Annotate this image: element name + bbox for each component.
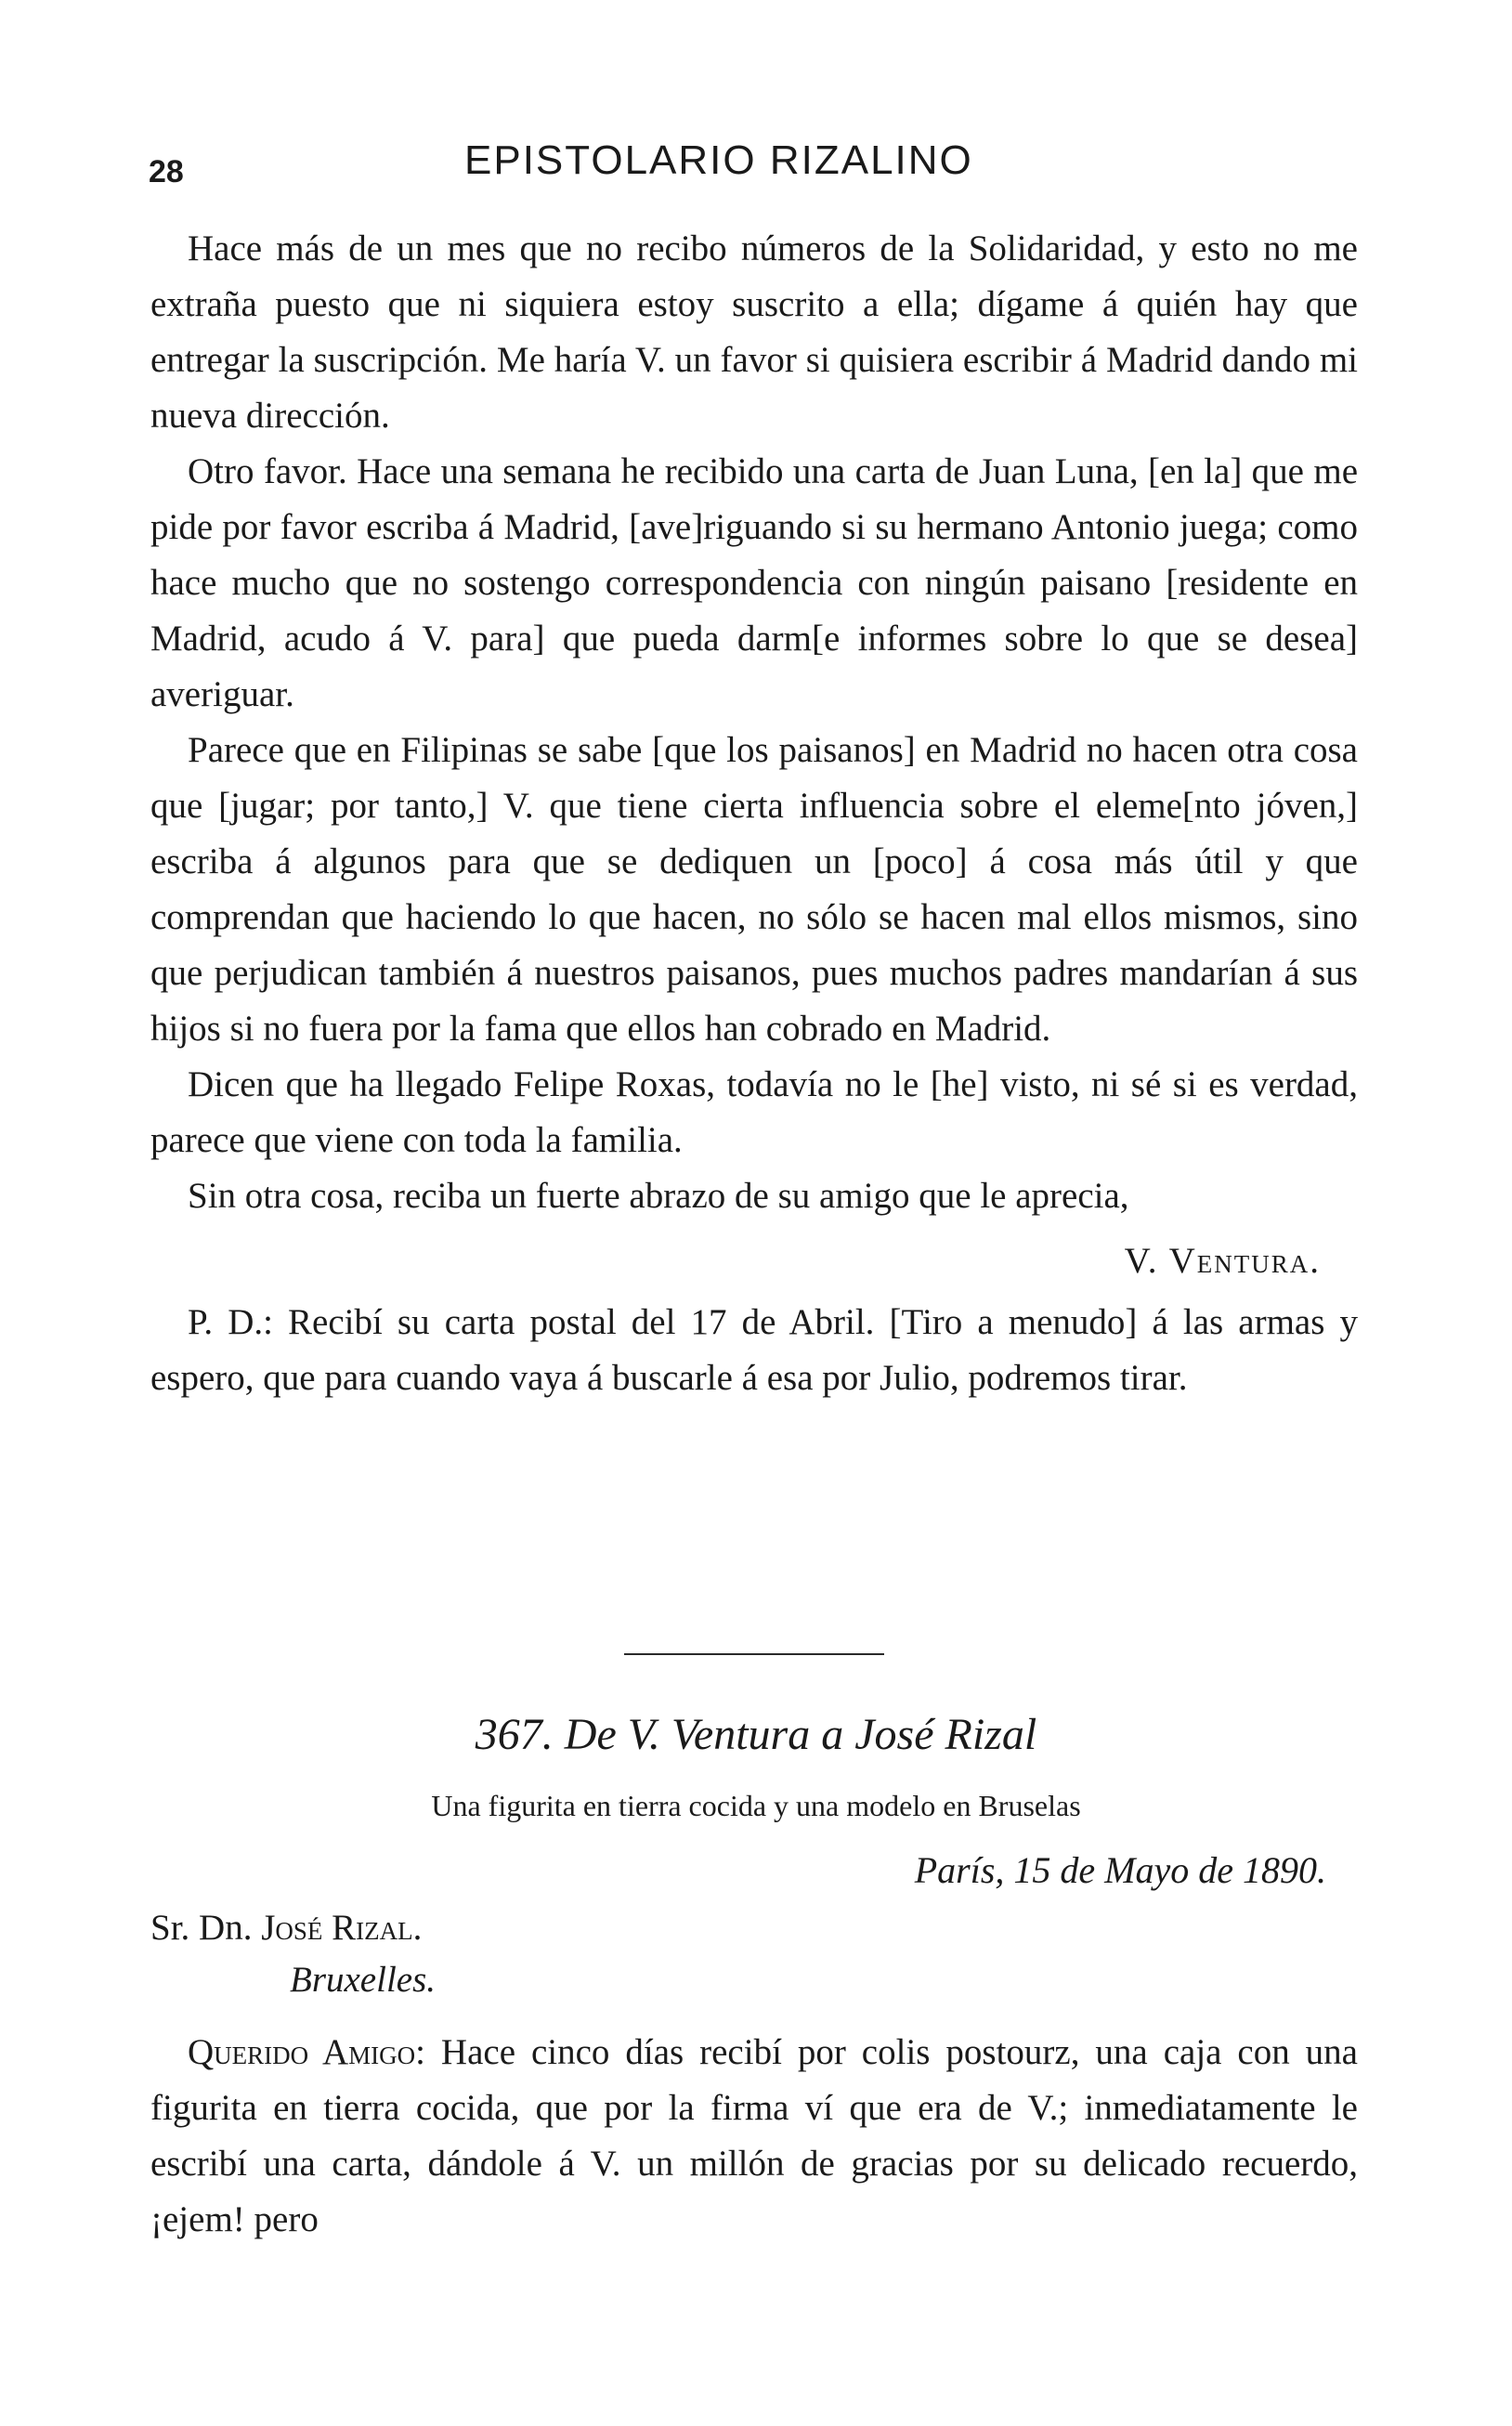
signature-row [150, 1224, 1358, 1284]
salutation: Querido Amigo: [188, 2032, 425, 2072]
recipient-city: Bruxelles. [290, 1960, 437, 2000]
paragraph: Otro favor. Hace una semana he recibido una carta de Juan Luna, [en la] que me pide por favor escriba á Madrid, [ave]riguando si su hermano Antonio juega; como hace mucho que no sostengo correspondencia con ningún paisano [residente en Madrid, acudo á V. para] que pueda darm[e informes sobre lo que se desea] averiguar. [150, 451, 1358, 714]
letter-subtitle: Una figurita en tierra cocida y una modelo en Bruselas [431, 1789, 1081, 1822]
letter-367-body [150, 2025, 1358, 2248]
paragraph: Parece que en Filipinas se sabe [que los paisanos] en Madrid no hacen otra cosa que [jugar; por tanto,] V. que tiene cierta influencia sobre el eleme[nto jóven,] escriba á algunos para que se dediquen un [poco] á cosa más útil y que comprendan que haciendo lo que hacen, no sólo se hacen mal ellos mismos, sino que perjudican también á nuestros paisanos, pues muchos padres mandarían á sus hijos si no fuera por la fama que ellos han cobrado en Madrid. [150, 730, 1358, 1049]
recipient-name: José Rizal. [261, 1908, 423, 1948]
closing-paragraph: Sin otra cosa, reciba un fuerte abrazo de su amigo que le aprecia, [188, 1176, 1129, 1216]
letter-text: Hace cinco días recibí por colis postourz, una caja con una figurita en tierra cocida, que por la firma ví que era de V.; inmediatamente le escribí una carta, dándole á V. un millón de gracias por su delicado recuerdo, ¡ejem! pero [150, 2032, 1358, 2239]
recipient-prefix: Sr. Dn. [150, 1908, 253, 1948]
letter-heading: 367. De V. Ventura a José Rizal [475, 1710, 1037, 1759]
letter-366-body [150, 221, 1358, 1406]
page-header [149, 137, 1375, 193]
section-divider [624, 1653, 884, 1655]
postscript: P. D.: Recibí su carta postal del 17 de Abril. [Tiro a menudo] á las armas y espero, que para cuando vaya á buscarle á esa por Julio, podremos tirar. [150, 1302, 1358, 1398]
page-number: 28 [149, 154, 184, 189]
paragraph: Dicen que ha llegado Felipe Roxas, todavía no le [he] visto, ni sé si es verdad, parece que viene con toda la familia. [150, 1064, 1358, 1160]
dateline: París, 15 de Mayo de 1890. [914, 1849, 1326, 1891]
running-title: EPISTOLARIO RIZALINO [464, 137, 973, 183]
signature: V. Ventura. [1124, 1241, 1321, 1281]
paragraph: Hace más de un mes que no recibo números de la Solidaridad, y esto no me extraña puesto que ni siquiera estoy suscrito a ella; dígame á quién hay que entregar la suscripción. Me haría V. un favor si quisiera escribir á Madrid dando mi nueva dirección. [150, 228, 1358, 436]
recipient-block [150, 1902, 436, 2006]
paragraph [150, 2025, 1358, 2248]
